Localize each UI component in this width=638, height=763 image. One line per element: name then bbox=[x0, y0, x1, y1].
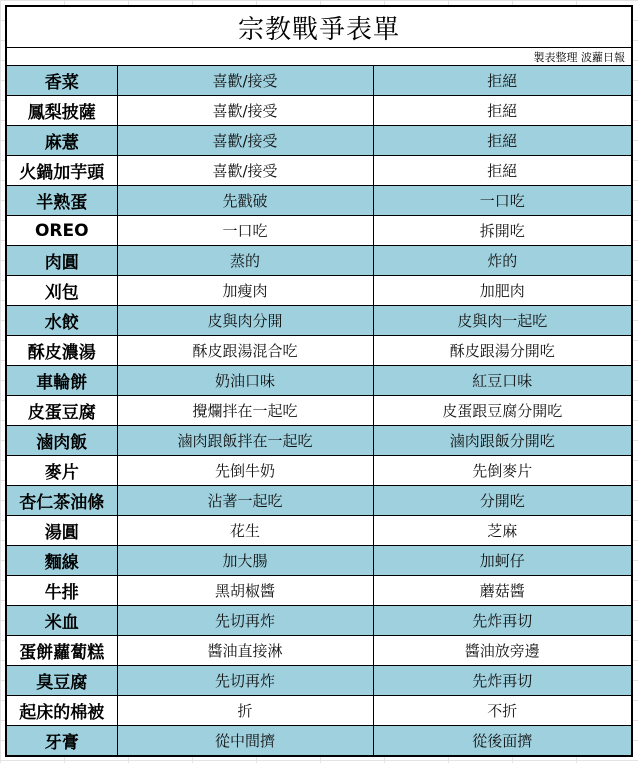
option-b-cell: 皮與肉一起吃 bbox=[373, 306, 632, 336]
table-row bbox=[6, 726, 632, 757]
food-cell: 車輪餅 bbox=[6, 366, 117, 396]
option-b-cell: 醬油放旁邊 bbox=[373, 636, 632, 666]
option-b-cell: 皮蛋跟豆腐分開吃 bbox=[373, 396, 632, 426]
food-cell: 麵線 bbox=[6, 546, 117, 576]
option-a-cell: 折 bbox=[117, 696, 373, 726]
option-a-cell: 喜歡/接受 bbox=[117, 66, 373, 96]
option-a-cell: 先切再炸 bbox=[117, 666, 373, 696]
option-a-cell: 先倒牛奶 bbox=[117, 456, 373, 486]
table-row bbox=[6, 696, 632, 726]
option-b-cell: 不折 bbox=[373, 696, 632, 726]
option-a-cell: 喜歡/接受 bbox=[117, 126, 373, 156]
table-row bbox=[6, 216, 632, 246]
option-a-cell: 黑胡椒醬 bbox=[117, 576, 373, 606]
religious-war-table bbox=[5, 5, 633, 757]
option-b-cell: 一口吃 bbox=[373, 186, 632, 216]
option-a-cell: 加大腸 bbox=[117, 546, 373, 576]
option-a-cell: 先戳破 bbox=[117, 186, 373, 216]
table-row bbox=[6, 246, 632, 276]
option-b-cell: 分開吃 bbox=[373, 486, 632, 516]
table-row bbox=[6, 306, 632, 336]
food-cell: 香菜 bbox=[6, 66, 117, 96]
table-row bbox=[6, 546, 632, 576]
option-b-cell: 滷肉跟飯分開吃 bbox=[373, 426, 632, 456]
food-cell: 火鍋加芋頭 bbox=[6, 156, 117, 186]
food-cell: 蛋餅蘿蔔糕 bbox=[6, 636, 117, 666]
food-cell: 杏仁茶油條 bbox=[6, 486, 117, 516]
food-cell: 牛排 bbox=[6, 576, 117, 606]
food-cell: 麥片 bbox=[6, 456, 117, 486]
option-a-cell: 沾著一起吃 bbox=[117, 486, 373, 516]
table-row bbox=[6, 666, 632, 696]
table-row bbox=[6, 426, 632, 456]
food-cell: 起床的棉被 bbox=[6, 696, 117, 726]
option-a-cell: 從中間擠 bbox=[117, 726, 373, 757]
option-b-cell: 先炸再切 bbox=[373, 666, 632, 696]
food-cell: OREO bbox=[6, 216, 117, 246]
option-b-cell: 拒絕 bbox=[373, 66, 632, 96]
table-row bbox=[6, 396, 632, 426]
table-row bbox=[6, 336, 632, 366]
table-row bbox=[6, 456, 632, 486]
food-cell: 鳳梨披薩 bbox=[6, 96, 117, 126]
option-a-cell: 攪爛拌在一起吃 bbox=[117, 396, 373, 426]
option-a-cell: 先切再炸 bbox=[117, 606, 373, 636]
option-a-cell: 喜歡/接受 bbox=[117, 156, 373, 186]
food-cell: 半熟蛋 bbox=[6, 186, 117, 216]
table-row bbox=[6, 576, 632, 606]
option-b-cell: 酥皮跟湯分開吃 bbox=[373, 336, 632, 366]
option-b-cell: 先炸再切 bbox=[373, 606, 632, 636]
option-b-cell: 芝麻 bbox=[373, 516, 632, 546]
table-row bbox=[6, 636, 632, 666]
option-a-cell: 喜歡/接受 bbox=[117, 96, 373, 126]
table-body bbox=[6, 66, 632, 757]
option-b-cell: 先倒麥片 bbox=[373, 456, 632, 486]
option-a-cell: 酥皮跟湯混合吃 bbox=[117, 336, 373, 366]
option-b-cell: 蘑菇醬 bbox=[373, 576, 632, 606]
food-cell: 酥皮濃湯 bbox=[6, 336, 117, 366]
option-b-cell: 拒絕 bbox=[373, 156, 632, 186]
option-a-cell: 醬油直接淋 bbox=[117, 636, 373, 666]
table-row bbox=[6, 606, 632, 636]
option-a-cell: 奶油口味 bbox=[117, 366, 373, 396]
option-b-cell: 從後面擠 bbox=[373, 726, 632, 757]
food-cell: 刈包 bbox=[6, 276, 117, 306]
table-row bbox=[6, 516, 632, 546]
option-a-cell: 滷肉跟飯拌在一起吃 bbox=[117, 426, 373, 456]
option-b-cell: 拒絕 bbox=[373, 96, 632, 126]
table-credit: 製表整理 波蘿日報 bbox=[6, 48, 632, 66]
food-cell: 臭豆腐 bbox=[6, 666, 117, 696]
option-b-cell: 加蚵仔 bbox=[373, 546, 632, 576]
option-a-cell: 加瘦肉 bbox=[117, 276, 373, 306]
food-cell: 米血 bbox=[6, 606, 117, 636]
option-a-cell: 皮與肉分開 bbox=[117, 306, 373, 336]
food-cell: 皮蛋豆腐 bbox=[6, 396, 117, 426]
food-cell: 滷肉飯 bbox=[6, 426, 117, 456]
table-row bbox=[6, 96, 632, 126]
option-a-cell: 花生 bbox=[117, 516, 373, 546]
option-a-cell: 一口吃 bbox=[117, 216, 373, 246]
table-row bbox=[6, 366, 632, 396]
option-b-cell: 紅豆口味 bbox=[373, 366, 632, 396]
table-row bbox=[6, 186, 632, 216]
table-row bbox=[6, 156, 632, 186]
table-title: 宗教戰爭表單 bbox=[6, 6, 632, 48]
option-a-cell: 蒸的 bbox=[117, 246, 373, 276]
option-b-cell: 加肥肉 bbox=[373, 276, 632, 306]
table-row bbox=[6, 276, 632, 306]
food-cell: 麻薏 bbox=[6, 126, 117, 156]
table-row bbox=[6, 486, 632, 516]
food-cell: 水餃 bbox=[6, 306, 117, 336]
table-row bbox=[6, 66, 632, 96]
option-b-cell: 炸的 bbox=[373, 246, 632, 276]
table-row bbox=[6, 126, 632, 156]
food-cell: 肉圓 bbox=[6, 246, 117, 276]
option-b-cell: 拒絕 bbox=[373, 126, 632, 156]
food-cell: 牙膏 bbox=[6, 726, 117, 757]
option-b-cell: 拆開吃 bbox=[373, 216, 632, 246]
food-cell: 湯圓 bbox=[6, 516, 117, 546]
